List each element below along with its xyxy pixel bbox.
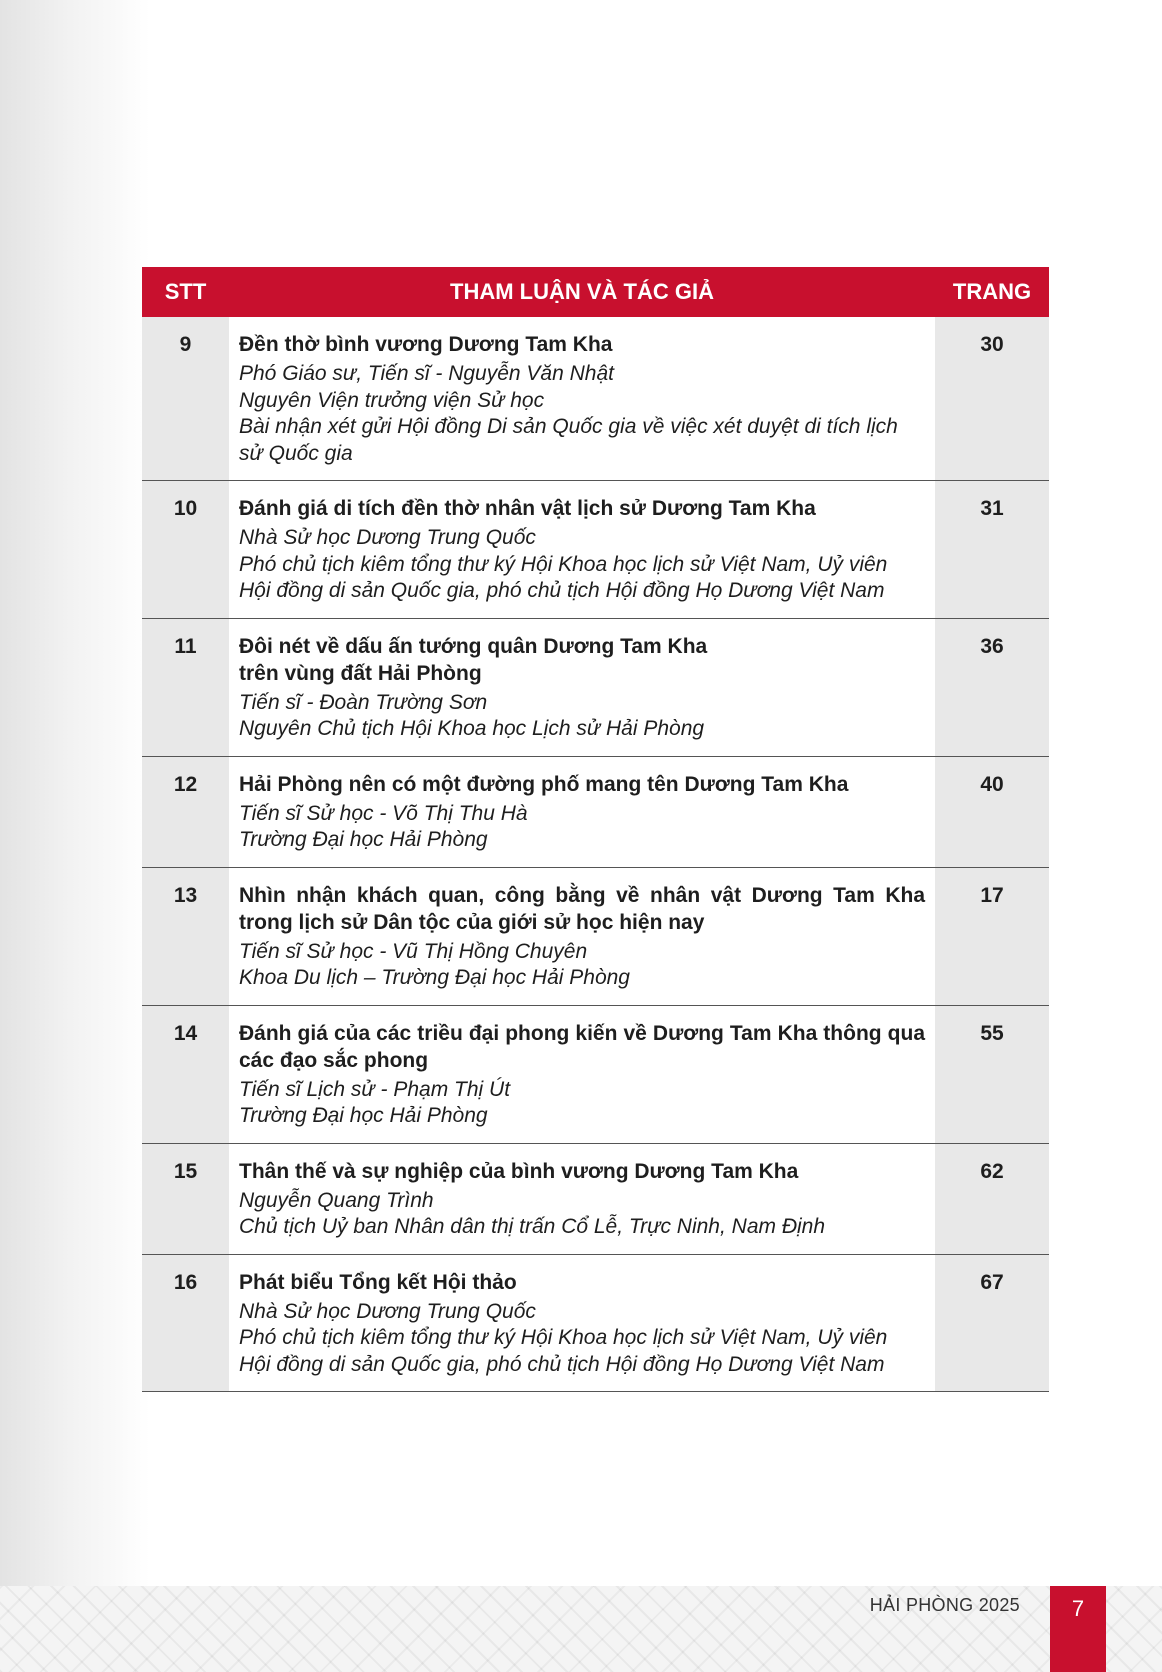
toc-header-row [142, 267, 1049, 317]
entry-title: Đền thờ bình vương Dương Tam Kha [239, 333, 613, 356]
row-page: 40 [935, 756, 1049, 867]
toc-row [142, 756, 1049, 867]
row-number: 12 [142, 756, 229, 867]
row-page: 17 [935, 867, 1049, 1005]
page-number-badge [1050, 1586, 1106, 1672]
entry-author-line: sử Quốc gia [239, 441, 353, 465]
toc-body [142, 317, 1049, 1392]
row-content [229, 481, 935, 619]
entry-author-line: Trường Đại học Hải Phòng [239, 1104, 488, 1127]
entry-title: trên vùng đất Hải Phòng [239, 661, 482, 685]
row-content [229, 1254, 935, 1392]
toc-row [142, 481, 1049, 619]
entry-title: Hải Phòng nên có một đường phố mang tên Dương Tam Kha [239, 772, 849, 796]
entry-author-line: Nhà Sử học Dương Trung Quốc [239, 526, 536, 549]
header-stt: STT [142, 267, 229, 317]
row-content [229, 867, 935, 1005]
row-page: 62 [935, 1143, 1049, 1254]
row-page: 55 [935, 1005, 1049, 1143]
header-topic: THAM LUẬN VÀ TÁC GIẢ [229, 267, 935, 317]
entry-author-line: Tiến sĩ Sử học - Võ Thị Thu Hà [239, 801, 528, 825]
entry-author-line: Tiến sĩ - Đoàn Trường Sơn [239, 690, 488, 714]
entry-author-line: Bài nhận xét gửi Hội đồng Di sản Quốc gia về việc xét duyệt di tích lịch [239, 415, 898, 438]
entry-title: Đánh giá di tích đền thờ nhân vật lịch sử Dương Tam Kha [239, 497, 816, 520]
toc-row [142, 1254, 1049, 1392]
row-content [229, 618, 935, 756]
entry-author-line: Phó chủ tịch kiêm tổng thư ký Hội Khoa học lịch sử Việt Nam, Uỷ viên [239, 552, 888, 576]
row-page: 31 [935, 481, 1049, 619]
toc-row [142, 618, 1049, 756]
toc-row [142, 1143, 1049, 1254]
toc-row [142, 867, 1049, 1005]
page-number: 7 [1071, 1596, 1085, 1621]
row-number: 13 [142, 867, 229, 1005]
entry-title: Thân thế và sự nghiệp của bình vương Dương Tam Kha [239, 1159, 799, 1183]
row-content [229, 1005, 935, 1143]
entry-author-line: Phó Giáo sư, Tiến sĩ - Nguyễn Văn Nhật [239, 362, 614, 385]
row-page: 30 [935, 317, 1049, 481]
entry-author-line: Hội đồng di sản Quốc gia, phó chủ tịch Hội đồng Họ Dương Việt Nam [239, 579, 885, 602]
entry-author-line: Tiến sĩ Sử học - Vũ Thị Hồng Chuyên [239, 939, 588, 963]
entry-author-line: Hội đồng di sản Quốc gia, phó chủ tịch Hội đồng Họ Dương Việt Nam [239, 1352, 885, 1376]
toc-table [142, 267, 1049, 1392]
entry-author-line: Trường Đại học Hải Phòng [239, 828, 488, 851]
footer-label: HẢI PHÒNG 2025 [869, 1595, 1020, 1615]
row-number: 15 [142, 1143, 229, 1254]
entry-title: Nhìn nhận khách quan, công bằng về nhân vật Dương Tam Kha trong lịch sử Dân tộc của giới sử học hiện nay [239, 883, 925, 934]
header-page: TRANG [935, 267, 1049, 317]
row-number: 9 [142, 317, 229, 481]
entry-author-line: Tiến sĩ Lịch sử - Phạm Thị Út [239, 1077, 511, 1101]
entry-title: Phát biểu Tổng kết Hội thảo [239, 1270, 517, 1294]
entry-author-line: Phó chủ tịch kiêm tổng thư ký Hội Khoa học lịch sử Việt Nam, Uỷ viên [239, 1326, 888, 1349]
toc-row [142, 1005, 1049, 1143]
row-content [229, 1143, 935, 1254]
row-content [229, 317, 935, 481]
row-number: 10 [142, 481, 229, 619]
toc-row [142, 317, 1049, 481]
row-number: 16 [142, 1254, 229, 1392]
entry-author-line: Nhà Sử học Dương Trung Quốc [239, 1299, 536, 1323]
entry-author-line: Chủ tịch Uỷ ban Nhân dân thị trấn Cổ Lễ, Trực Ninh, Nam Định [239, 1215, 826, 1238]
entry-author-line: Nguyễn Quang Trình [239, 1188, 434, 1212]
entry-author-line: Khoa Du lịch – Trường Đại học Hải Phòng [239, 966, 630, 989]
row-page: 67 [935, 1254, 1049, 1392]
entry-title: Đôi nét về dấu ấn tướng quân Dương Tam Kha [239, 634, 708, 658]
row-number: 14 [142, 1005, 229, 1143]
entry-title: Đánh giá của các triều đại phong kiến về Dương Tam Kha thông qua các đạo sắc phong [239, 1021, 925, 1072]
row-number: 11 [142, 618, 229, 756]
row-page: 36 [935, 618, 1049, 756]
entry-author-line: Nguyên Viện trưởng viện Sử học [239, 388, 545, 412]
entry-author-line: Nguyên Chủ tịch Hội Khoa học Lịch sử Hải Phòng [239, 717, 705, 740]
row-content [229, 756, 935, 867]
